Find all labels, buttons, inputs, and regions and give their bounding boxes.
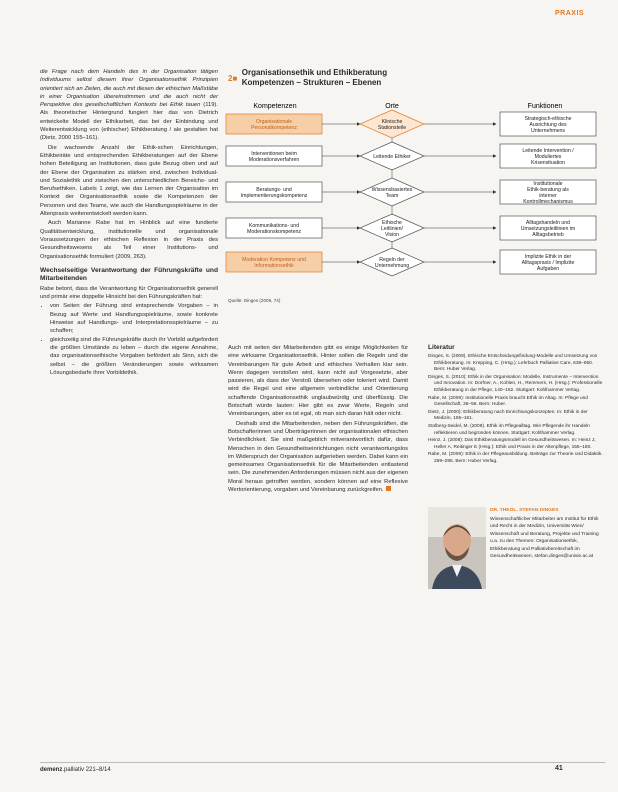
- paragraph-text: Deshalb sind die Mitarbeitenden, neben den Führungskräften, die Botschafterinnen und Überträgerinnen der organisationalen ethischen Verbindlichkeit. Sie sind maßgeblich mitverantwortlich dafür, dass Menschen in den Gesundheitseinrichtungen nicht verantwortungslos im Widerspruch der Organisation aufgerieben werden. Dabei kann ein gemeinsames Organisationsethik für die Mitarbeitenden entlastend sein. Die zunehmenden Anforderungen müssen nicht aus der eigenen Moral heraus getroffen werden, sondern können auf eine Reflexive Wertorientierung, vorgaben und Vereinbarung zurückgreifen.: [228, 420, 408, 494]
- figure-number: 2■: [228, 74, 238, 83]
- paragraph-text: Auch mit seiten der Mitarbeitenden gibt es einige Möglichkeiten für eine wirksame Organisationsethik. Hinter sollen die Regeln und die Vereinbarungen für gute Arbeit und ethisches Verhalten klar sein. Wenn dagegen verstoßen wird, kann nicht auf Vorgesetzte, aber passieren, als dass der Verstoß übersehen oder toleriert wird. Damit wird die Regel und eine allgemein verbindliche und Orientierung schaffende Organisationsethik unglaubwürdig und überflüssig. Die Botschaft würde lauten: Hier gibt es zwar Werte, Regeln und Vereinbarungen, aber es ist egal, ob man sich daran hält oder nicht.: [228, 345, 408, 418]
- place-label: Ethische Leitlinien/ Vision: [381, 220, 403, 238]
- paragraph-text: (119). Als theoretischer Hintergrund fungiert hier das von Dietrich entwickelte Modell der Ethikarbeit, das bei der Einbindung und Weiterentwicklung von (ethischer) Ethikberatung / ale gestalten hat (Dietz, 2000 155–161).: [40, 102, 218, 142]
- author-bio: Wissenschaftlicher Mitarbeiter am Institut für Ethik und Recht in der Medizin, Universität Wien/ Wissenschaft und Beratung, Projekte und Training u.a. zu den Themen: Organisationsethik, Ethikberatung und Palliativbereitschaft im Gesundheitswesen, stefan.dinges@univie.ac.at: [490, 517, 599, 560]
- place-label: Klinische Stationsteile: [377, 119, 407, 131]
- footer-journal-rest: .palliativ 221–8/14: [62, 767, 111, 773]
- literature-list: [428, 354, 604, 467]
- competence-label: Kommunikations- und Moderationskompetenz: [247, 223, 301, 235]
- function-label: Strategisch-ethische Ausrichtung des Unternehmens: [524, 116, 572, 134]
- literature-entry: Rabe, M. (2009): Institutionelle Praxis braucht Ethik im Altag. In: Pflege und Gesellschaft, 36–56. Bern: Huber.: [428, 395, 588, 408]
- competence-label: Interventionen beim Moderationsverfahren: [248, 151, 300, 163]
- bullet-list: [40, 302, 218, 377]
- column-header: Orte: [385, 103, 399, 110]
- paragraph-text: Auch Marianne Rabe hat im Hinblick auf eine fundierte Qualitätsentwicklung, institutionelle und organisationale Voraussetzungen der ethischen Reflexion in der Praxis des Gesundheitswesens als Teil einer Institutions- und Organisationsethik formuliert (2009, 263).: [40, 220, 218, 260]
- column-header: Funktionen: [527, 103, 563, 110]
- competence-label: Beratungs- und Implementierungskompetenz: [240, 187, 308, 199]
- function-label: Institutionale Ethik-beratung als interner Kontrollmechanismus: [523, 181, 573, 205]
- competence-label: Moderation Kompetenz und Informationsethik: [242, 257, 306, 269]
- function-label: Leitende Intervention / Moduliertes Krisensituation: [522, 148, 574, 166]
- paragraph-italic: die Frage nach dem Handeln des in der Organisation tätigen Individuums selbst diesem ihrer Organisationsethik Prinzipien orientiert sich an Zielen, die auch mit diesen der ethischen Maßstäbe in einer Organisation übereinstimmen und die auch nicht der Perspektive des gesellschaftlichen Kontexts bei Ethik tauen: [40, 69, 218, 109]
- body-column-1: [40, 68, 218, 377]
- list-item: • von Seiten der Führung sind entsprechende Vorgaben – in Bezug auf Werte und Handlungsspielräume, sowie konkrete Hinweise auf Handlungs- und Interpretationsspielräume – zu schaffen;: [50, 302, 218, 335]
- list-item: • gleichzeitig sind die Führungskräfte durch ihr Vorbild aufgefordert die größten Umstände zu leben – durch die eigene Annahme, das organisationsethische Vorgaben befördert als Sinn, sich die selbst – die größten Veränderungen sowie wirksamen Lösungsbedarfe ihrer Vorbildethik.: [50, 336, 218, 377]
- literature-entry: Stolberg-Seidel, M. (2009). Ethik im Pflegealltag. Wie Pflegende ihr Handeln reflektieren und begründen können. Stuttgart: Kohlhammer Verlag.: [428, 423, 590, 436]
- footer-journal: [40, 767, 111, 773]
- paragraph-text: Die wachsende Anzahl der Ethik-schen Einrichtungen, Ethikbeiräte und entsprechenden Ethikberatungen auf der Ebene hohen Beteiligung an Institutionen, dass gute Bezug oben und auf der Ebene der Organisation zu stärken sind, zwischen Individual- und Sozialethik und zwischen den unterschiedlichen Bereichs- und Berufsethiken. Labels 1 zeigt, wie das Lernen der Organisation im Kontext der Organisationsethik sowie die Kompetenzen der Personen und des Teams, wie auch die Handlungsspielräume in der Altenpraxis weiterentwickelt werden kann.: [40, 144, 218, 218]
- author-name: DR. THEOL. STEFAN DINGES: [490, 508, 559, 513]
- ethics-diagram: [220, 100, 605, 300]
- end-mark-icon: [386, 486, 391, 491]
- function-label: Alltagshandeln und Umsetzungsleitlinien im Alltagsbetrieb: [520, 220, 576, 238]
- subheading: Wechselseitige Verantwortung der Führungskräfte und Mitarbeitenden: [40, 266, 218, 282]
- place-label: Regeln der Unternehmung: [374, 257, 410, 269]
- column-header: Kompetenzen: [253, 103, 297, 110]
- page-number: 41: [555, 765, 563, 772]
- literature-entry: Dinges, S. (2009). Ethische Entscheidungsfindung-Modelle und Umsetzung von Ethikberatung. In: Krepping, C. (Hrsg.): Lehrbuch Palliative Care, 638–650. Bern: Huber Verlag.: [428, 354, 598, 373]
- literature-entry: Dinges, S. (2010): Ethik in der Organisation: Modelle, Instrumente – Intervention und Innovation. In: Dorfner, A., Kohlen, H., Remmers, H. (Hrsg.): Professionelle Ethikberatung in der Pflege, 140–162. Stuttgart: Kohlhammer Verlag.: [428, 374, 603, 393]
- place-label: Wissensbasiertes Team: [371, 187, 413, 199]
- literature-entry: Dietz, J. (2000): Ethikberatung nach Einrichtungskonzepten. In: Ethik in der Medizin, 155–161.: [428, 409, 588, 422]
- literature-heading: Literatur: [428, 344, 455, 351]
- figure-title-text: Organisationsethik und Ethikberatung Kompetenzen – Strukturen – Ebenen: [241, 68, 388, 87]
- figure-caption: Quelle: Dinges (2009, 74): [228, 298, 281, 303]
- place-label: Leitende Ethiker: [373, 154, 411, 160]
- footer-divider: [40, 762, 605, 763]
- section-label: PRAXIS: [555, 10, 585, 17]
- figure-title: [228, 68, 598, 88]
- body-column-2: [228, 344, 408, 495]
- literature-entry: Rabe, M. (2009): Ethik in der Pflegeausbildung. Beiträge zur Theorie und Didaktik. 269–285. Bern: Huber Verlag.: [428, 452, 603, 464]
- competence-label: Organisationale Personalkompetenz: [251, 119, 297, 131]
- function-label: Implizite Ethik in der Alltagspraxis / Implizite Aufgaben: [521, 254, 575, 272]
- paragraph-text: Rabe betont, dass die Verantwortung für Organisationsethik generell und primär eine doppelte Hinsicht bei den Führungskräften hat:: [40, 285, 218, 301]
- author-photo: [428, 507, 486, 589]
- footer-journal-bold: demenz: [40, 767, 63, 773]
- author-name-block: [490, 507, 602, 514]
- literature-entry: Heinz, J. (2008): Das Ethikberatungsmodell im Gesundheitswesen. In: Heinz J, Heller A, Reitinger E (Hrsg.): Ethik und Praxis in der Altenpflege, 155–180.: [428, 438, 596, 450]
